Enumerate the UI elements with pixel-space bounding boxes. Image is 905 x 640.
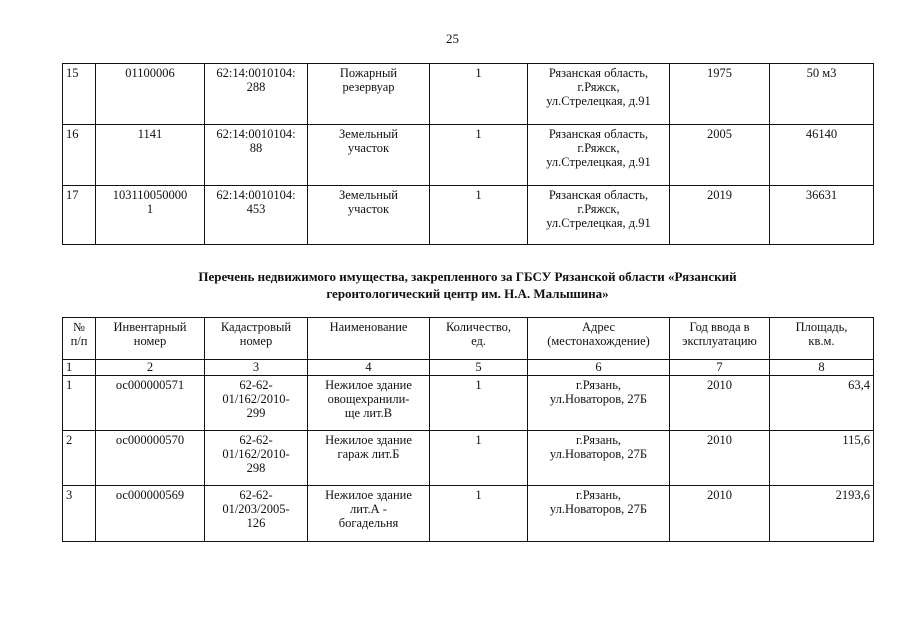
address-line: г.Рязань,	[575, 433, 622, 447]
table-row	[63, 486, 874, 542]
year-cell: 2010	[670, 486, 770, 542]
column-header	[670, 318, 770, 360]
column-header-line: Наименование	[329, 320, 408, 334]
address-line: ул.Новаторов, 27Б	[549, 502, 648, 516]
column-number-cell: 1	[63, 360, 96, 376]
cadastral-number-line: 288	[246, 80, 266, 94]
table-row	[63, 186, 874, 245]
column-number-cell: 6	[528, 360, 670, 376]
address-line: ул.Стрелецкая, д.91	[546, 155, 651, 169]
column-header	[430, 318, 528, 360]
column-header-line: (местонахождение)	[547, 334, 650, 348]
quantity-cell: 1	[430, 431, 528, 486]
cadastral-number-line: 298	[246, 461, 266, 475]
column-number-cell: 3	[205, 360, 308, 376]
address-line: г.Ряжск,	[577, 141, 620, 155]
address-cell	[528, 376, 670, 431]
name-line: овощехранили-	[327, 392, 410, 406]
cadastral-number-cell	[205, 125, 308, 186]
row-number-cell: 17	[63, 186, 96, 245]
cadastral-number-line: 62:14:0010104:	[216, 188, 296, 202]
column-header	[770, 318, 874, 360]
cadastral-number-line: 62:14:0010104:	[216, 66, 296, 80]
cadastral-number-line: 88	[249, 141, 263, 155]
address-cell	[528, 486, 670, 542]
column-header	[205, 318, 308, 360]
name-line: Нежилое здание	[325, 488, 412, 502]
table-row	[63, 125, 874, 186]
inventory-number-line: ос000000569	[115, 488, 185, 502]
year-cell: 2019	[670, 186, 770, 245]
inventory-number-cell	[96, 486, 205, 542]
cadastral-number-line: 01/162/2010-	[222, 392, 290, 406]
column-header-line: Адрес	[581, 320, 616, 334]
cadastral-number-line: 453	[246, 202, 266, 216]
row-number-cell: 16	[63, 125, 96, 186]
section-title	[62, 268, 873, 302]
name-cell	[308, 486, 430, 542]
year-cell: 2010	[670, 376, 770, 431]
row-number-cell: 2	[63, 431, 96, 486]
name-cell	[308, 431, 430, 486]
address-line: г.Рязань,	[575, 488, 622, 502]
address-cell	[528, 431, 670, 486]
name-line: Земельный	[339, 127, 398, 141]
year-cell: 1975	[670, 64, 770, 125]
column-number-cell: 4	[308, 360, 430, 376]
section-title-line-1: Перечень недвижимого имущества, закрепленного за ГБСУ Рязанской области «Рязанский	[198, 269, 737, 284]
cadastral-number-cell	[205, 431, 308, 486]
column-header-line: Количество,	[445, 320, 512, 334]
area-cell: 46140	[770, 125, 874, 186]
name-line: резервуар	[342, 80, 395, 94]
inventory-number-cell	[96, 431, 205, 486]
quantity-cell: 1	[430, 64, 528, 125]
area-cell: 36631	[770, 186, 874, 245]
column-number-cell: 5	[430, 360, 528, 376]
column-header	[63, 318, 96, 360]
address-line: г.Ряжск,	[577, 80, 620, 94]
name-line: лит.А -	[350, 502, 387, 516]
name-line: гараж лит.Б	[337, 447, 400, 461]
area-cell: 63,4	[770, 376, 874, 431]
cadastral-number-line: 299	[246, 406, 266, 420]
cadastral-number-line: 01/203/2005-	[222, 502, 290, 516]
cadastral-number-line: 01/162/2010-	[222, 447, 290, 461]
row-number-cell: 3	[63, 486, 96, 542]
address-cell	[528, 186, 670, 245]
inventory-number-line: ос000000571	[115, 378, 185, 392]
column-header	[528, 318, 670, 360]
area-cell: 115,6	[770, 431, 874, 486]
address-cell	[528, 125, 670, 186]
cadastral-number-cell	[205, 64, 308, 125]
address-line: г.Ряжск,	[577, 202, 620, 216]
name-line: Нежилое здание	[325, 433, 412, 447]
name-cell	[308, 64, 430, 125]
column-number-row	[63, 360, 874, 376]
area-cell: 50 м3	[770, 64, 874, 125]
table-row	[63, 376, 874, 431]
inventory-number-line: 1	[146, 202, 154, 216]
property-table-continued	[62, 63, 874, 245]
column-header-line: кв.м.	[808, 334, 835, 348]
address-line: Рязанская область,	[548, 127, 649, 141]
name-line: Земельный	[339, 188, 398, 202]
name-line: ще лит.В	[344, 406, 393, 420]
page-number: 25	[446, 31, 459, 46]
column-header	[308, 318, 430, 360]
address-line: ул.Стрелецкая, д.91	[546, 216, 651, 230]
address-line: Рязанская область,	[548, 66, 649, 80]
name-cell	[308, 376, 430, 431]
column-header-line: номер	[133, 334, 167, 348]
section-title-line-2: геронтологический центр им. Н.А. Малышина»	[326, 286, 609, 301]
cadastral-number-line: 62-62-	[239, 488, 273, 502]
column-header-line: ед.	[471, 334, 486, 348]
address-line: Рязанская область,	[548, 188, 649, 202]
address-line: г.Рязань,	[575, 378, 622, 392]
cadastral-number-line: 62:14:0010104:	[216, 127, 296, 141]
quantity-cell: 1	[430, 486, 528, 542]
cadastral-number-cell	[205, 186, 308, 245]
inventory-number-cell	[96, 125, 205, 186]
column-number-cell: 7	[670, 360, 770, 376]
cadastral-number-line: 62-62-	[239, 433, 273, 447]
table-header-row	[63, 318, 874, 360]
inventory-number-line: 1141	[137, 127, 163, 141]
name-cell	[308, 125, 430, 186]
inventory-number-line: 103110050000	[112, 188, 188, 202]
row-number-cell: 1	[63, 376, 96, 431]
column-header-line: эксплуатацию	[682, 334, 757, 348]
name-line: Пожарный	[339, 66, 398, 80]
quantity-cell: 1	[430, 376, 528, 431]
address-line: ул.Стрелецкая, д.91	[546, 94, 651, 108]
table-row	[63, 431, 874, 486]
column-header-line: п/п	[70, 334, 88, 348]
inventory-number-line: ос000000570	[115, 433, 185, 447]
year-cell: 2010	[670, 431, 770, 486]
column-number-cell: 8	[770, 360, 874, 376]
table-row	[63, 64, 874, 125]
column-header-line: №	[73, 320, 85, 334]
name-cell	[308, 186, 430, 245]
column-header-line: Год ввода в	[689, 320, 750, 334]
address-line: ул.Новаторов, 27Б	[549, 447, 648, 461]
column-header-line: Инвентарный	[113, 320, 187, 334]
year-cell: 2005	[670, 125, 770, 186]
name-line: участок	[347, 202, 390, 216]
area-cell: 2193,6	[770, 486, 874, 542]
column-header-line: Кадастровый	[220, 320, 292, 334]
inventory-number-cell	[96, 64, 205, 125]
quantity-cell: 1	[430, 186, 528, 245]
name-line: богадельня	[338, 516, 399, 530]
inventory-number-cell	[96, 186, 205, 245]
inventory-number-cell	[96, 376, 205, 431]
inventory-number-line: 01100006	[125, 66, 175, 80]
column-header	[96, 318, 205, 360]
property-table	[62, 317, 874, 542]
name-line: участок	[347, 141, 390, 155]
cadastral-number-line: 62-62-	[239, 378, 273, 392]
cadastral-number-cell	[205, 486, 308, 542]
address-cell	[528, 64, 670, 125]
column-number-cell: 2	[96, 360, 205, 376]
column-header-line: Площадь,	[795, 320, 848, 334]
address-line: ул.Новаторов, 27Б	[549, 392, 648, 406]
quantity-cell: 1	[430, 125, 528, 186]
row-number-cell: 15	[63, 64, 96, 125]
column-header-line: номер	[239, 334, 273, 348]
cadastral-number-cell	[205, 376, 308, 431]
cadastral-number-line: 126	[246, 516, 266, 530]
name-line: Нежилое здание	[325, 378, 412, 392]
